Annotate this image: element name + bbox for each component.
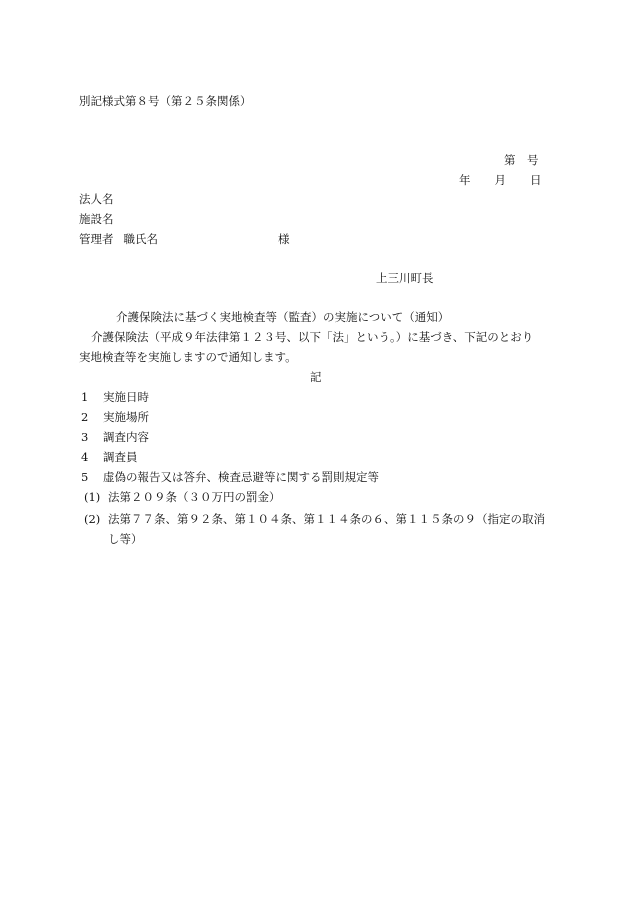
list-item	[81, 409, 149, 425]
date-day: 日	[530, 173, 542, 187]
item-text: 調査員	[103, 450, 138, 464]
penalty-text: 法第７７条、第９２条、第１０４条、第１１４条の６、第１１５条の９（指定の取消	[108, 512, 545, 526]
body-line-2: 実地検査等を実施しますので通知します。	[79, 350, 297, 364]
item-text: 実施場所	[103, 410, 149, 424]
item-text: 実施日時	[103, 390, 149, 404]
facility-name-label: 施設名	[79, 212, 114, 226]
form-label: 別記様式第８号（第２５条関係）	[79, 94, 252, 108]
item-number: 3	[81, 430, 89, 444]
body-line-1: 介護保険法（平成９年法律第１２３号、以下「法」という。）に基づき、下記のとおり	[91, 330, 534, 344]
date-month: 月	[494, 173, 506, 187]
item-number: 4	[81, 450, 89, 464]
honorific: 様	[278, 232, 290, 246]
document-date	[459, 172, 542, 188]
penalty-continuation: し等）	[108, 532, 143, 546]
penalty-item	[84, 489, 281, 505]
list-item	[81, 449, 138, 465]
ki-heading: 記	[310, 370, 322, 384]
title-name-label: 職氏名	[123, 232, 158, 246]
item-number: 1	[81, 390, 89, 404]
item-number: 2	[81, 410, 89, 424]
sender-name: 上三川町長	[376, 271, 434, 285]
item-text: 虚偽の報告又は答弁、検査忌避等に関する罰則規定等	[103, 470, 379, 484]
list-item	[81, 389, 149, 405]
penalty-number: (1)	[84, 490, 101, 504]
date-year: 年	[459, 173, 471, 187]
manager-label: 管理者	[79, 232, 114, 246]
document-title: 介護保険法に基づく実地検査等（監査）の実施について（通知）	[116, 310, 450, 324]
penalty-number: (2)	[84, 512, 101, 526]
document-number: 第 号	[504, 153, 539, 167]
item-text: 調査内容	[103, 430, 149, 444]
penalty-item	[84, 511, 545, 527]
list-item	[81, 429, 149, 445]
penalty-text: 法第２０９条（３０万円の罰金）	[108, 490, 281, 504]
list-item	[81, 469, 379, 485]
item-number: 5	[81, 470, 89, 484]
manager-line	[79, 231, 290, 247]
corporation-name-label: 法人名	[79, 192, 114, 206]
